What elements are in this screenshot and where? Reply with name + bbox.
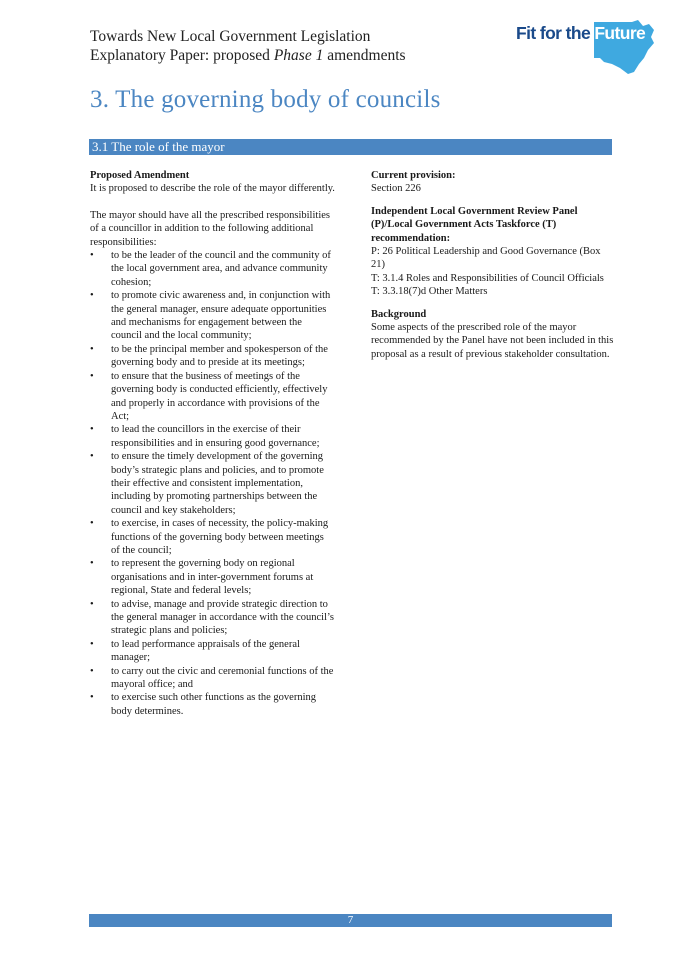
current-provision-value: Section 226 bbox=[371, 183, 421, 195]
list-item: • to exercise such other functions as the governing body determines. bbox=[90, 691, 335, 718]
responsibilities-list bbox=[90, 249, 335, 718]
section-heading-bar bbox=[89, 139, 612, 155]
document-header bbox=[90, 27, 406, 65]
footer-bar bbox=[89, 914, 612, 927]
proposed-amendment-intro: It is proposed to describe the role of the mayor differently. bbox=[90, 183, 335, 195]
list-item: • to represent the governing body on regional organisations and in inter-government forums at regional, State and federal levels; bbox=[90, 557, 335, 597]
responsibilities-lead: The mayor should have all the prescribed responsibilities of a councillor in addition to the following additional responsibilities: bbox=[90, 209, 330, 248]
header-line-2-italic: Phase 1 bbox=[273, 47, 324, 64]
review-line: T: 3.3.18(7)d Other Matters bbox=[371, 286, 488, 298]
logo-text-b: Future bbox=[594, 23, 646, 43]
header-line-1: Towards New Local Government Legislation bbox=[90, 28, 371, 45]
page-title: 3. The governing body of councils bbox=[90, 86, 441, 113]
fit-for-the-future-logo bbox=[516, 20, 656, 76]
list-item: • to ensure the timely development of the governing body’s strategic plans and policies, and to promote their effective and consistent implementation, including by promoting partnerships between the council and key stakeholders; bbox=[90, 450, 335, 517]
background-heading: Background bbox=[371, 308, 427, 320]
section-heading: 3.1 The role of the mayor bbox=[92, 139, 225, 154]
list-item: • to be the leader of the council and the community of the local government area, and advance community cohesion; bbox=[90, 249, 335, 289]
list-item: • to carry out the civic and ceremonial functions of the mayoral office; and bbox=[90, 665, 335, 692]
list-item: • to be the principal member and spokesperson of the governing body and to preside at its meetings; bbox=[90, 343, 335, 370]
logo-text bbox=[516, 23, 645, 44]
list-item: • to ensure that the business of meetings of the governing body is conducted efficiently, effectively and properly in accordance with provisions of the Act; bbox=[90, 370, 335, 424]
review-line: T: 3.1.4 Roles and Responsibilities of Council Officials bbox=[371, 272, 604, 284]
header-line-2 bbox=[90, 46, 406, 65]
header-line-2-prefix: Explanatory Paper: proposed bbox=[90, 47, 274, 64]
list-item: • to lead the councillors in the exercise of their responsibilities and in ensuring good governance; bbox=[90, 423, 335, 450]
list-item: • to exercise, in cases of necessity, the policy-making functions of the governing body between meetings of the council; bbox=[90, 517, 335, 557]
proposed-amendment-heading: Proposed Amendment bbox=[90, 170, 190, 181]
review-panel-heading: Independent Local Government Review Panel (P)/Local Government Acts Taskforce (T) recommendation: bbox=[371, 205, 578, 244]
list-item: • to lead performance appraisals of the general manager; bbox=[90, 638, 335, 665]
background-text: Some aspects of the prescribed role of the mayor recommended by the Panel have not been included in this proposal as a result of previous stakeholder consultation. bbox=[371, 322, 614, 360]
page-number: 7 bbox=[347, 914, 354, 926]
logo-text-a: Fit for the bbox=[516, 23, 595, 43]
list-item: • to promote civic awareness and, in conjunction with the general manager, ensure adequate opportunities and mechanisms for engagement between the council and the local community; bbox=[90, 289, 335, 343]
current-provision-heading: Current provision: bbox=[371, 170, 456, 181]
list-item: • to advise, manage and provide strategic direction to the general manager in accordance with the council’s strategic plans and policies; bbox=[90, 598, 335, 638]
left-column bbox=[90, 169, 335, 718]
review-line: P: 26 Political Leadership and Good Governance (Box 21) bbox=[371, 246, 601, 271]
right-column bbox=[371, 169, 616, 361]
header-line-2-suffix: amendments bbox=[323, 47, 406, 64]
